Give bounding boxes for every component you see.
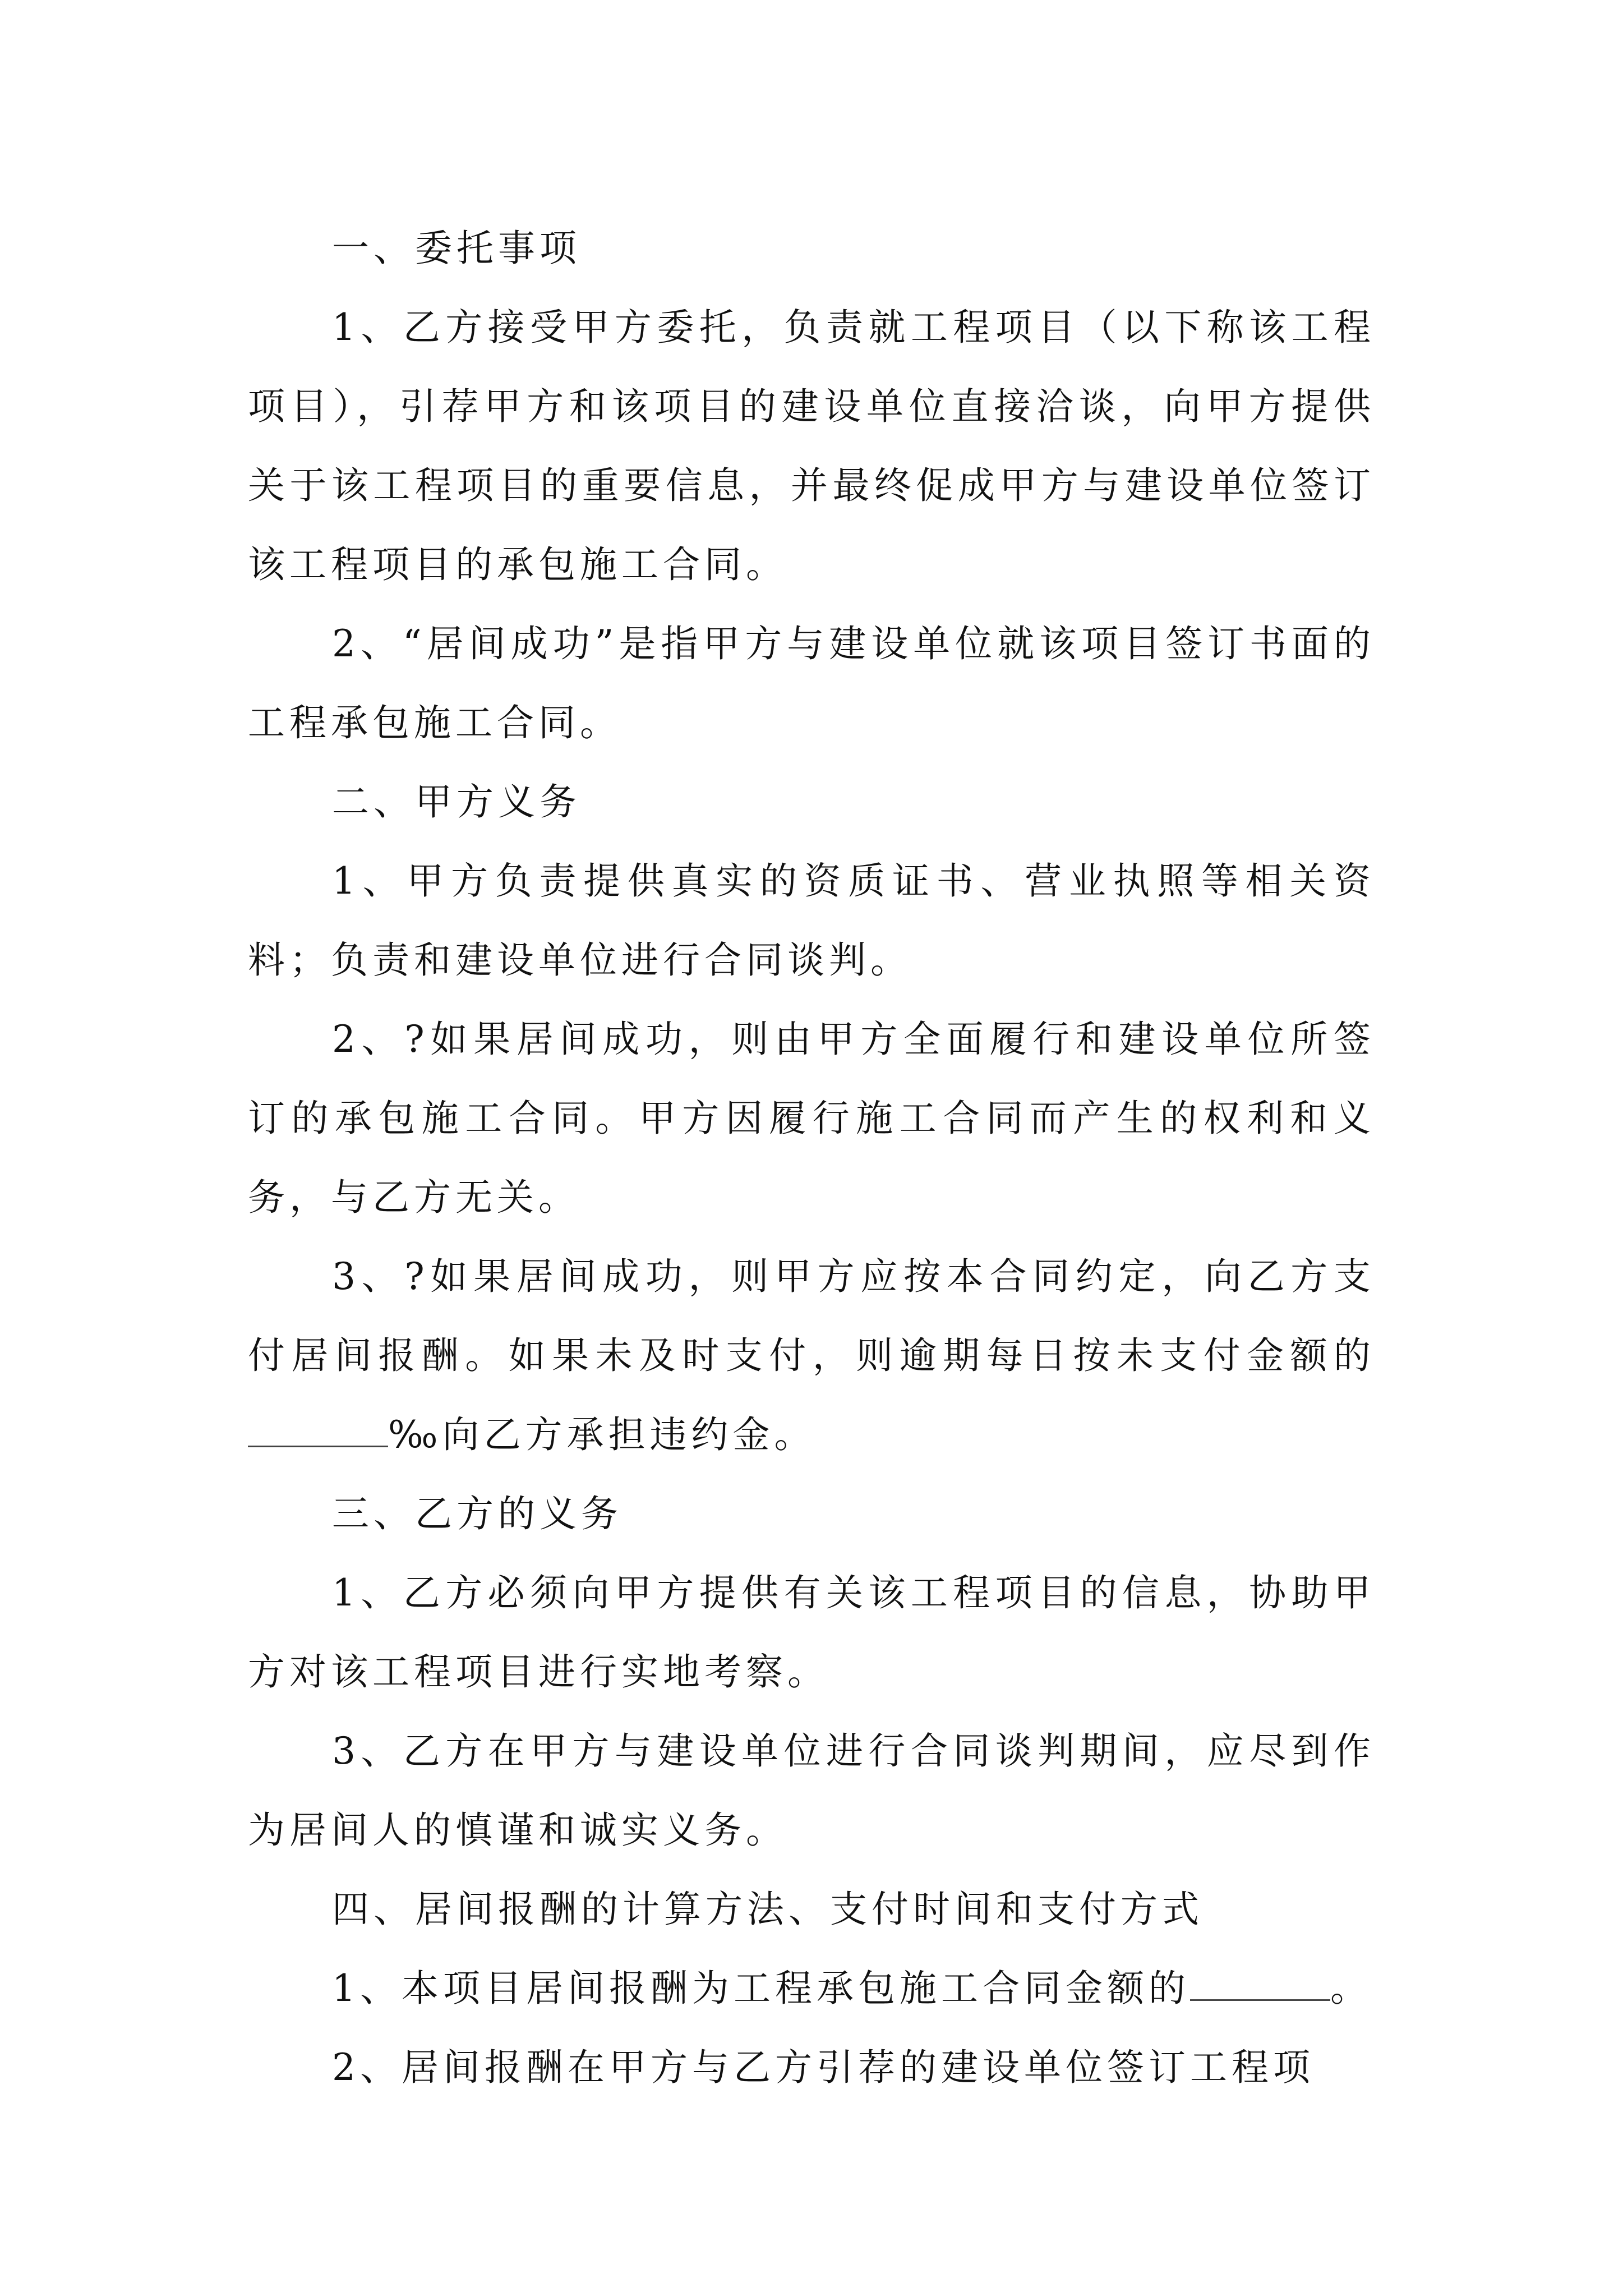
clause-3-3: 3、乙方在甲方与建设单位进行合同谈判期间，应尽到作为居间人的慎谨和诚实义务。	[248, 1729, 1375, 1852]
clause-4-1-text: 1、本项目居间报酬为工程承包施工合同金额的	[332, 1967, 1190, 2010]
clause-2-2: 2、?如果居间成功，则由甲方全面履行和建设单位所签订的承包施工合同。甲方因履行施工合同而产生的权利和义务，与乙方无关。	[248, 1018, 1375, 1219]
clause-4-2: 2、居间报酬在甲方与乙方引荐的建设单位签订工程项	[332, 2046, 1315, 2089]
clause-2-3	[248, 1237, 1375, 1474]
clause-3-1: 1、乙方必须向甲方提供有关该工程项目的信息，协助甲方对该工程项目进行实地考察。	[248, 1571, 1375, 1694]
section-heading-3: 三、乙方的义务	[332, 1492, 623, 1535]
section-heading-1: 一、委托事项	[332, 227, 581, 270]
clause-2-3-text: 3、?如果居间成功，则甲方应按本合同约定，向乙方支付居间报酬。如果未及时支付，则逾期每日按未支付金额的	[248, 1255, 1375, 1377]
section-heading-4: 四、居间报酬的计算方法、支付时间和支付方式	[332, 1888, 1204, 1931]
clause-2-1: 1、甲方负责提供真实的资质证书、营业执照等相关资料；负责和建设单位进行合同谈判。	[248, 859, 1375, 982]
clause-1-2: 2、“居间成功”是指甲方与建设单位就该项目签订书面的工程承包施工合同。	[248, 622, 1375, 744]
section-heading-2: 二、甲方义务	[332, 780, 581, 823]
clause-1-1: 1、乙方接受甲方委托，负责就工程项目（以下称该工程项目），引荐甲方和该项目的建设单位直接洽谈，向甲方提供关于该工程项目的重要信息，并最终促成甲方与建设单位签订该工程项目的承包施工合同。	[248, 306, 1375, 586]
clause-4-1	[248, 1949, 1375, 2028]
clause-4-1-suffix: 。	[1330, 1967, 1372, 2010]
commission-rate-blank	[1190, 1966, 1330, 2001]
penalty-rate-blank	[248, 1412, 388, 1447]
clause-2-3-suffix: ‰向乙方承担违约金。	[388, 1413, 816, 1456]
document-page	[248, 209, 1375, 2107]
